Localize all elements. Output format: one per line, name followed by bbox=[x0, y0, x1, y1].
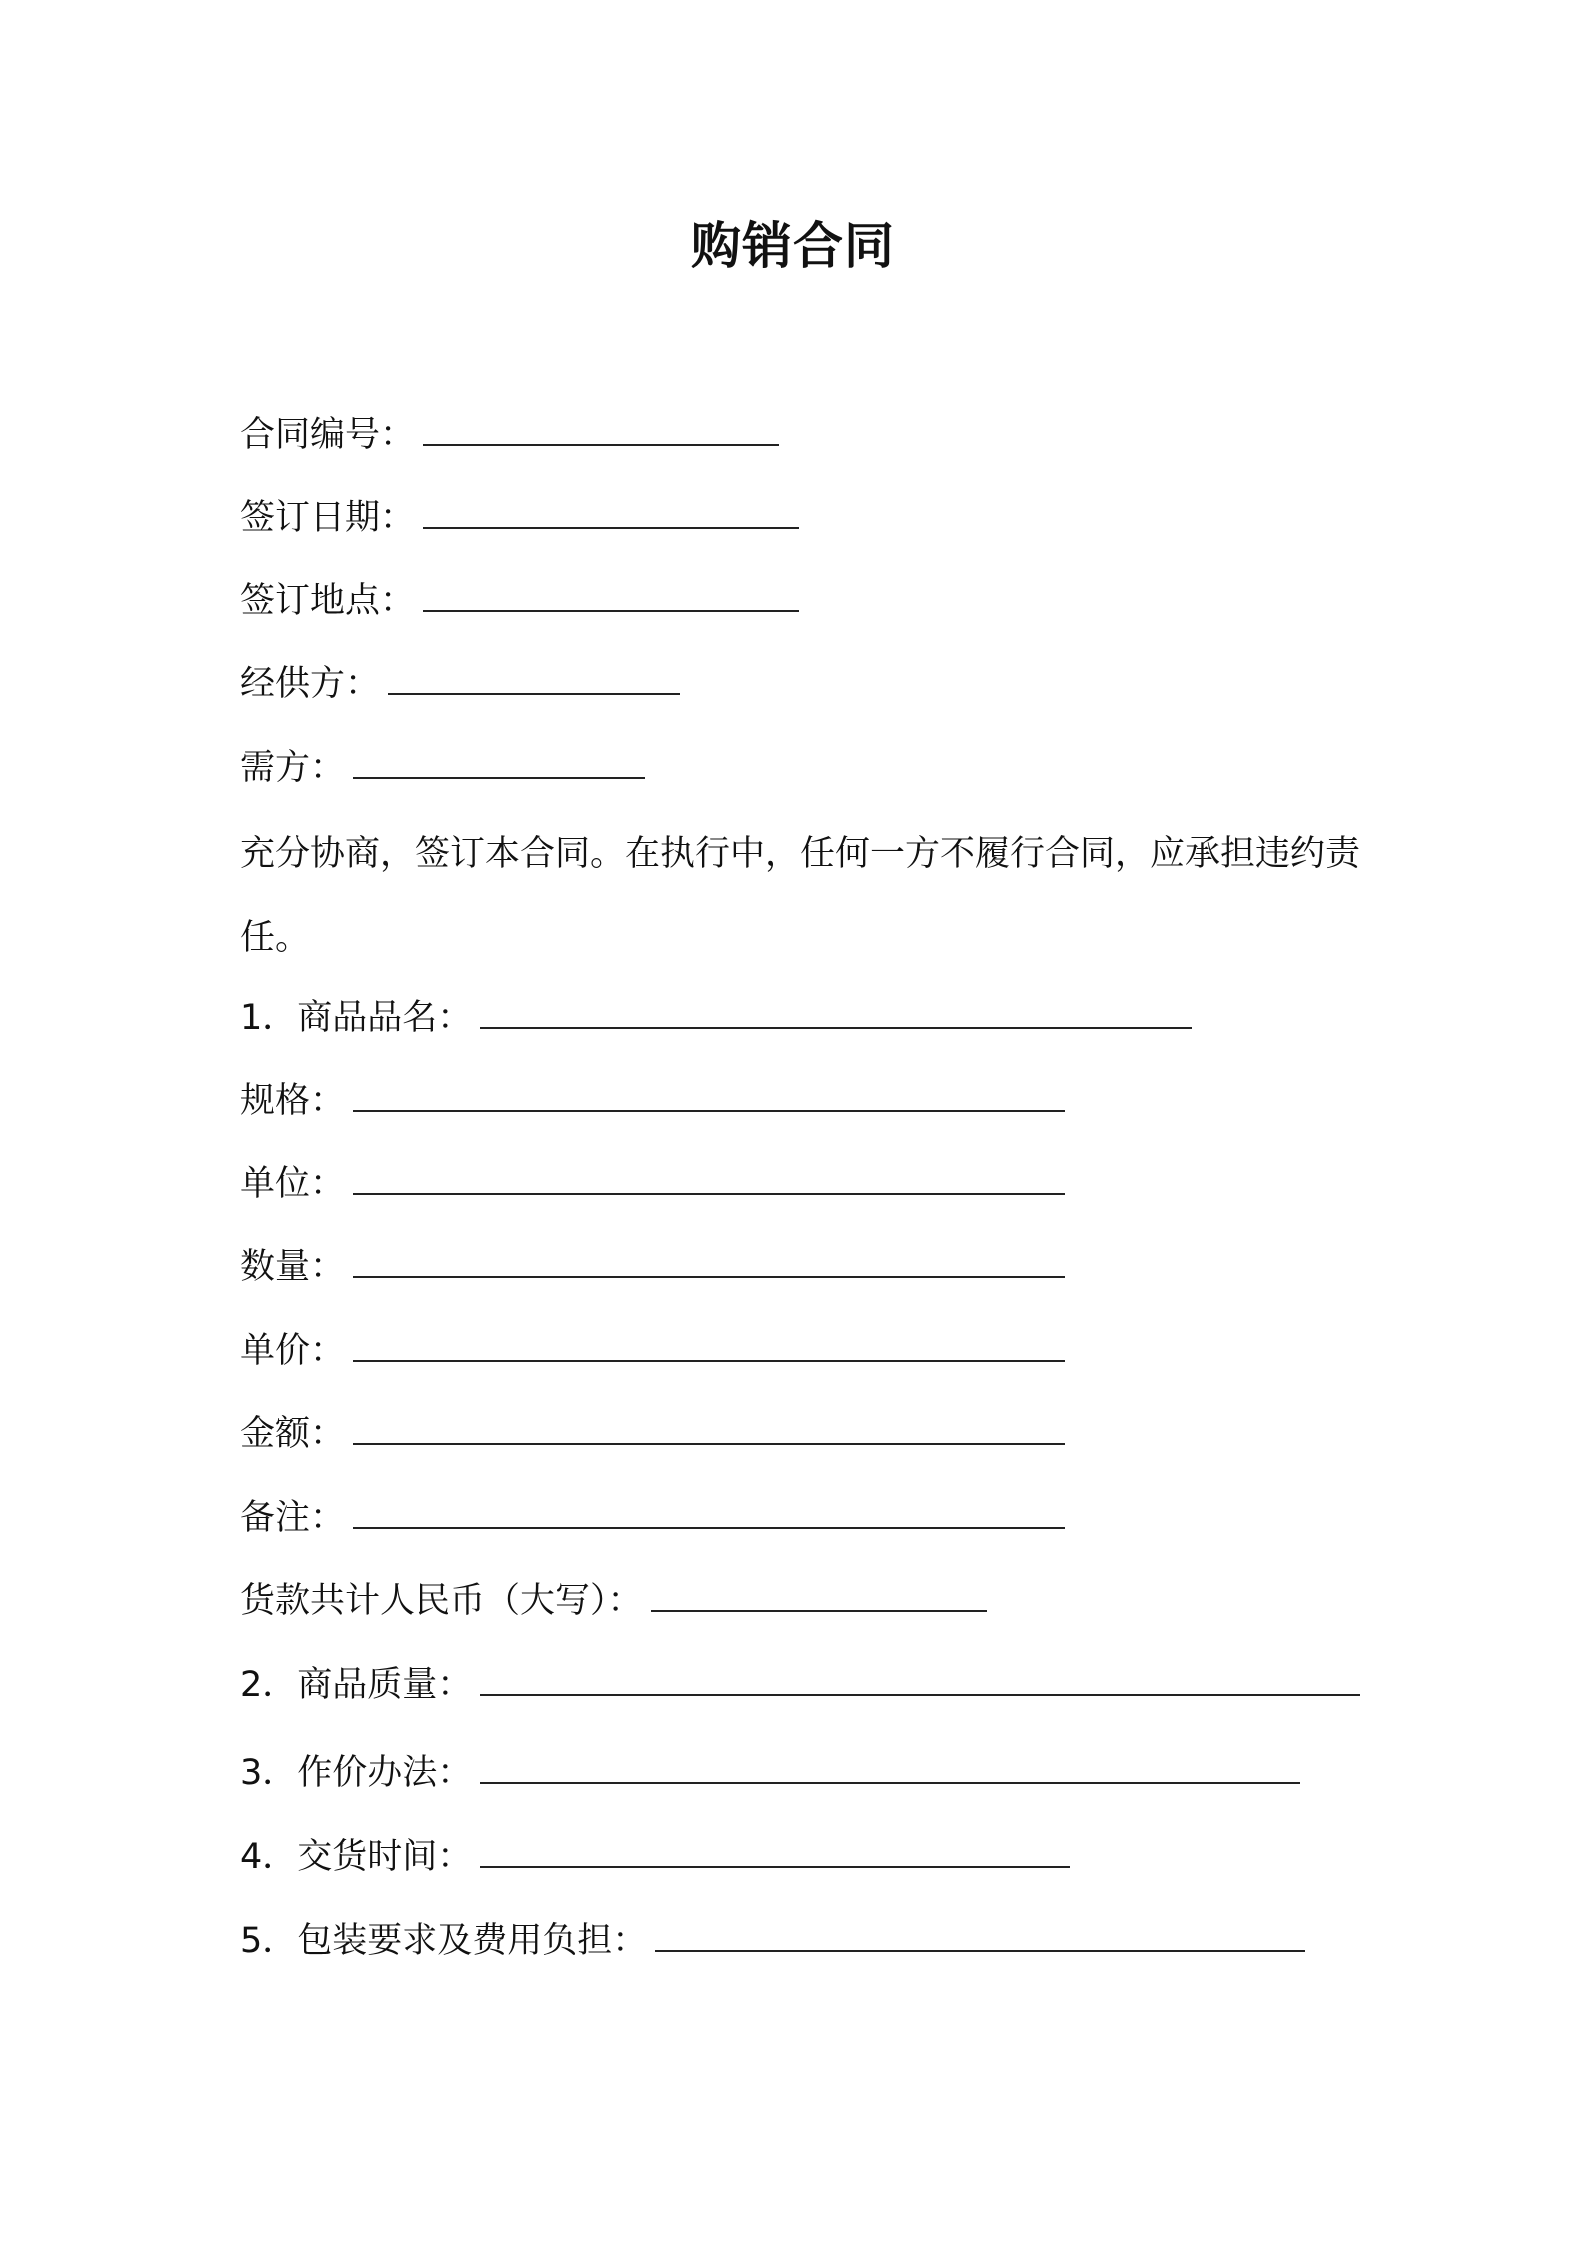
field-label: 需方： bbox=[240, 748, 346, 788]
intro-paragraph: 充分协商，签订本合同。在执行中，任何一方不履行合同，应承担违约责任。 bbox=[240, 834, 1361, 958]
fill-in-blank[interactable] bbox=[388, 663, 680, 695]
field-buyer bbox=[240, 740, 645, 796]
field-unit-price bbox=[240, 1323, 1065, 1379]
field-label: 货款共计人民币（大写）： bbox=[240, 1581, 643, 1621]
field-label: 合同编号： bbox=[240, 415, 416, 455]
fill-in-blank[interactable] bbox=[423, 580, 799, 612]
fill-in-blank[interactable] bbox=[480, 1664, 1360, 1696]
field-amount bbox=[240, 1406, 1065, 1462]
fill-in-blank[interactable] bbox=[353, 747, 645, 779]
field-unit bbox=[240, 1156, 1065, 1212]
fill-in-blank[interactable] bbox=[423, 497, 799, 529]
field-remarks bbox=[240, 1490, 1065, 1546]
fill-in-blank[interactable] bbox=[423, 414, 779, 446]
field-contract-number bbox=[240, 407, 779, 463]
fill-in-blank[interactable] bbox=[353, 1330, 1065, 1362]
fill-in-blank[interactable] bbox=[353, 1497, 1065, 1529]
field-signing-date bbox=[240, 490, 799, 546]
field-label: 数量： bbox=[240, 1247, 346, 1287]
field-label: 4．交货时间： bbox=[240, 1837, 473, 1877]
field-label: 1．商品品名： bbox=[240, 998, 473, 1038]
field-pricing-method bbox=[240, 1745, 1300, 1801]
fill-in-blank[interactable] bbox=[353, 1080, 1065, 1112]
field-signing-place bbox=[240, 573, 799, 629]
field-label: 5．包装要求及费用负担： bbox=[240, 1921, 648, 1961]
field-label: 单位： bbox=[240, 1164, 346, 1204]
field-specification bbox=[240, 1073, 1065, 1129]
field-product-quality bbox=[240, 1657, 1360, 1713]
fill-in-blank[interactable] bbox=[480, 1752, 1300, 1784]
fill-in-blank[interactable] bbox=[480, 997, 1192, 1029]
field-supplier bbox=[240, 656, 680, 712]
field-label: 规格： bbox=[240, 1081, 346, 1121]
fill-in-blank[interactable] bbox=[480, 1836, 1070, 1868]
fill-in-blank[interactable] bbox=[651, 1580, 987, 1612]
field-label: 2．商品质量： bbox=[240, 1665, 473, 1705]
field-label: 备注： bbox=[240, 1498, 346, 1538]
fill-in-blank[interactable] bbox=[655, 1920, 1305, 1952]
field-label: 3．作价办法： bbox=[240, 1753, 473, 1793]
field-packaging-requirements bbox=[240, 1913, 1305, 1969]
field-quantity bbox=[240, 1239, 1065, 1295]
document-title: 购销合同 bbox=[691, 217, 895, 275]
field-delivery-time bbox=[240, 1829, 1070, 1885]
field-label: 签订地点： bbox=[240, 581, 416, 621]
field-label: 签订日期： bbox=[240, 498, 416, 538]
field-label: 单价： bbox=[240, 1331, 346, 1371]
field-product-name bbox=[240, 990, 1192, 1046]
fill-in-blank[interactable] bbox=[353, 1413, 1065, 1445]
field-label: 金额： bbox=[240, 1414, 346, 1454]
field-total-amount-words bbox=[240, 1573, 987, 1629]
field-label: 经供方： bbox=[240, 664, 381, 704]
fill-in-blank[interactable] bbox=[353, 1246, 1065, 1278]
fill-in-blank[interactable] bbox=[353, 1163, 1065, 1195]
